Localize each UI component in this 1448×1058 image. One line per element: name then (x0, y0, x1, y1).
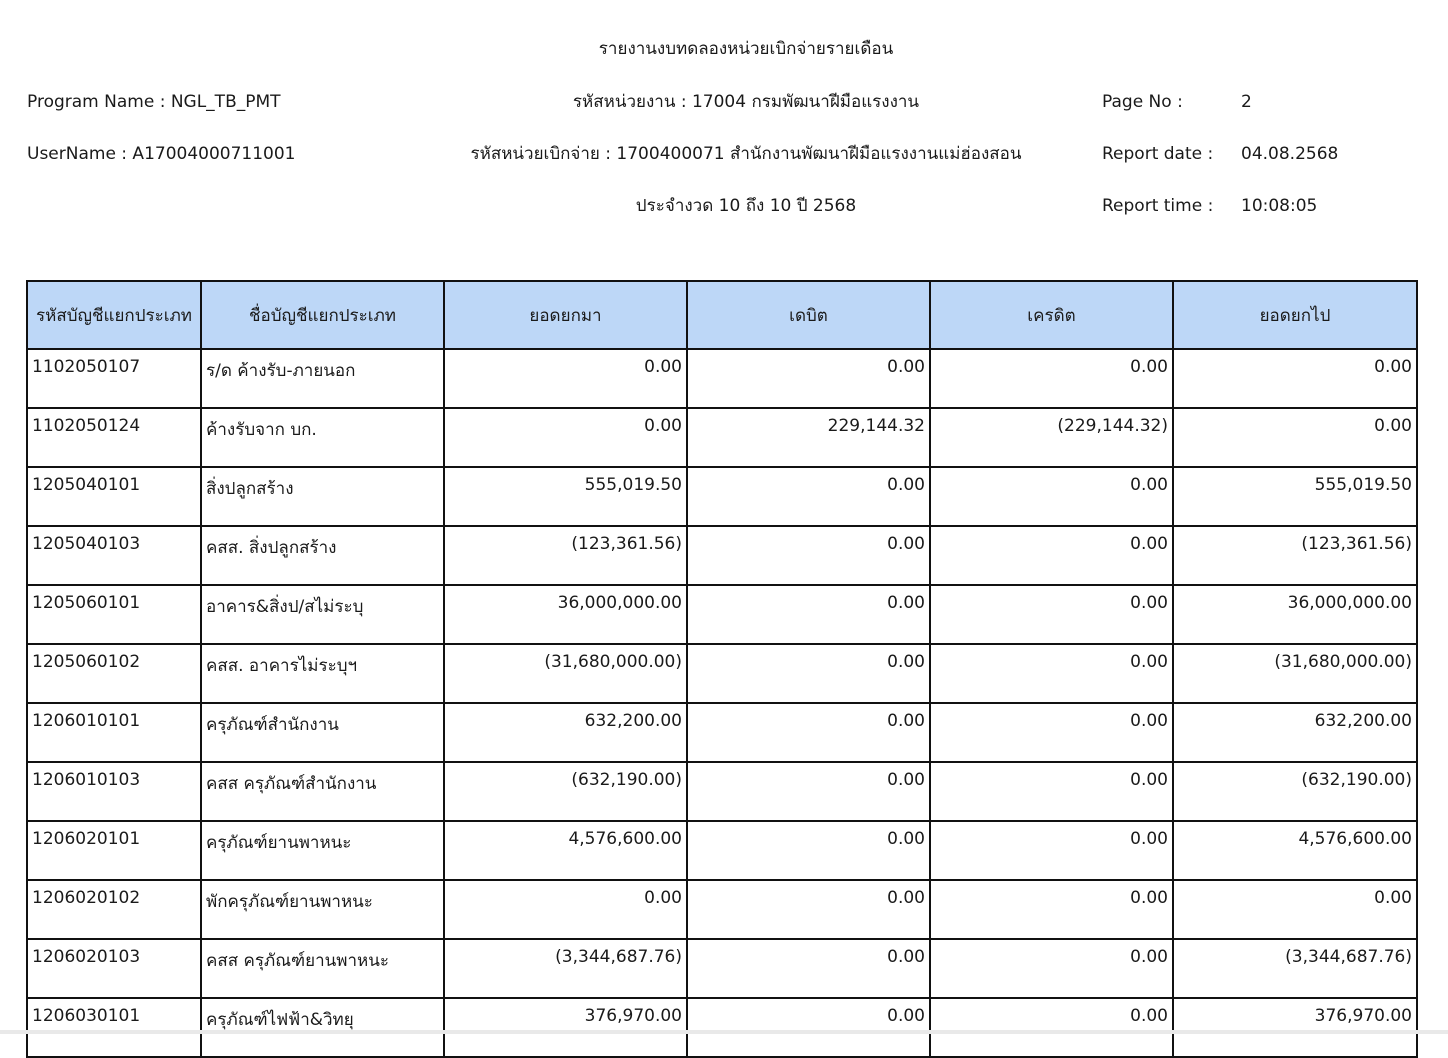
opening-balance-cell: 376,970.00 (444, 998, 687, 1057)
table-row (27, 762, 1417, 821)
table-row (27, 880, 1417, 939)
report-time-value: 10:08:05 (1241, 196, 1318, 216)
account-code-cell: 1205040103 (27, 526, 201, 585)
closing-balance-cell: (632,190.00) (1173, 762, 1417, 821)
closing-balance-cell: 0.00 (1173, 408, 1417, 467)
table-row (27, 998, 1417, 1057)
account-name-cell: คสส ครุภัณฑ์สำนักงาน (201, 762, 444, 821)
table-row (27, 526, 1417, 585)
agency-code: รหัสหน่วยงาน : 17004 กรมพัฒนาฝีมือแรงงาน (572, 92, 920, 112)
opening-balance-cell: 4,576,600.00 (444, 821, 687, 880)
credit-cell: 0.00 (930, 998, 1173, 1057)
credit-cell: 0.00 (930, 349, 1173, 408)
debit-cell: 0.00 (687, 703, 930, 762)
closing-balance-cell: 0.00 (1173, 880, 1417, 939)
table-row (27, 703, 1417, 762)
account-code-cell: 1206030101 (27, 998, 201, 1057)
table-row (27, 644, 1417, 703)
debit-cell: 0.00 (687, 644, 930, 703)
username: UserName : A17004000711001 (27, 144, 296, 164)
column-header-closing-balance: ยอดยกไป (1173, 281, 1417, 349)
closing-balance-cell: (31,680,000.00) (1173, 644, 1417, 703)
report-date-value: 04.08.2568 (1241, 144, 1339, 164)
table-header-row (27, 281, 1417, 349)
debit-cell: 229,144.32 (687, 408, 930, 467)
debit-cell: 0.00 (687, 821, 930, 880)
credit-cell: 0.00 (930, 526, 1173, 585)
closing-balance-cell: 36,000,000.00 (1173, 585, 1417, 644)
account-name-cell: ครุภัณฑ์ยานพาหนะ (201, 821, 444, 880)
column-header-credit: เครดิต (930, 281, 1173, 349)
report-time-label: Report time : (1102, 196, 1214, 216)
trial-balance-table (26, 280, 1418, 1058)
account-name-cell: คสส ครุภัณฑ์ยานพาหนะ (201, 939, 444, 998)
column-header-opening-balance: ยอดยกมา (444, 281, 687, 349)
account-name-cell: คสส. สิ่งปลูกสร้าง (201, 526, 444, 585)
opening-balance-cell: 36,000,000.00 (444, 585, 687, 644)
opening-balance-cell: (123,361.56) (444, 526, 687, 585)
table-row (27, 585, 1417, 644)
credit-cell: 0.00 (930, 821, 1173, 880)
closing-balance-cell: 0.00 (1173, 349, 1417, 408)
opening-balance-cell: 0.00 (444, 880, 687, 939)
opening-balance-cell: 632,200.00 (444, 703, 687, 762)
account-code-cell: 1205060102 (27, 644, 201, 703)
account-code-cell: 1206020103 (27, 939, 201, 998)
account-code-cell: 1206010101 (27, 703, 201, 762)
page-no-label: Page No : (1102, 92, 1183, 112)
page-bottom-edge (0, 1030, 1448, 1034)
credit-cell: 0.00 (930, 467, 1173, 526)
debit-cell: 0.00 (687, 880, 930, 939)
program-name: Program Name : NGL_TB_PMT (27, 92, 281, 112)
closing-balance-cell: 555,019.50 (1173, 467, 1417, 526)
debit-cell: 0.00 (687, 585, 930, 644)
account-name-cell: อาคาร&สิ่งป/สไม่ระบุ (201, 585, 444, 644)
credit-cell: (229,144.32) (930, 408, 1173, 467)
table-row (27, 408, 1417, 467)
debit-cell: 0.00 (687, 998, 930, 1057)
credit-cell: 0.00 (930, 703, 1173, 762)
page-no-value: 2 (1241, 92, 1252, 112)
account-code-cell: 1205040101 (27, 467, 201, 526)
account-code-cell: 1206010103 (27, 762, 201, 821)
closing-balance-cell: 4,576,600.00 (1173, 821, 1417, 880)
opening-balance-cell: 0.00 (444, 349, 687, 408)
account-name-cell: ครุภัณฑ์สำนักงาน (201, 703, 444, 762)
account-name-cell: พักครุภัณฑ์ยานพาหนะ (201, 880, 444, 939)
debit-cell: 0.00 (687, 349, 930, 408)
credit-cell: 0.00 (930, 762, 1173, 821)
opening-balance-cell: (31,680,000.00) (444, 644, 687, 703)
account-code-cell: 1102050107 (27, 349, 201, 408)
account-name-cell: ค้างรับจาก บก. (201, 408, 444, 467)
account-name-cell: ร/ด ค้างรับ-ภายนอก (201, 349, 444, 408)
disbursing-unit-code: รหัสหน่วยเบิกจ่าย : 1700400071 สำนักงานพัฒนาฝีมือแรงงานแม่ฮ่องสอน (470, 144, 1022, 164)
credit-cell: 0.00 (930, 880, 1173, 939)
closing-balance-cell: (3,344,687.76) (1173, 939, 1417, 998)
account-name-cell: ครุภัณฑ์ไฟฟ้า&วิทยุ (201, 998, 444, 1057)
report-period: ประจำงวด 10 ถึง 10 ปี 2568 (635, 196, 857, 216)
opening-balance-cell: (3,344,687.76) (444, 939, 687, 998)
opening-balance-cell: 0.00 (444, 408, 687, 467)
debit-cell: 0.00 (687, 939, 930, 998)
account-name-cell: สิ่งปลูกสร้าง (201, 467, 444, 526)
closing-balance-cell: 376,970.00 (1173, 998, 1417, 1057)
closing-balance-cell: 632,200.00 (1173, 703, 1417, 762)
table-row (27, 821, 1417, 880)
credit-cell: 0.00 (930, 644, 1173, 703)
opening-balance-cell: (632,190.00) (444, 762, 687, 821)
closing-balance-cell: (123,361.56) (1173, 526, 1417, 585)
credit-cell: 0.00 (930, 585, 1173, 644)
report-date-label: Report date : (1102, 144, 1214, 164)
debit-cell: 0.00 (687, 526, 930, 585)
debit-cell: 0.00 (687, 762, 930, 821)
account-name-cell: คสส. อาคารไม่ระบุฯ (201, 644, 444, 703)
table-row (27, 467, 1417, 526)
account-code-cell: 1206020101 (27, 821, 201, 880)
column-header-debit: เดบิต (687, 281, 930, 349)
account-code-cell: 1205060101 (27, 585, 201, 644)
credit-cell: 0.00 (930, 939, 1173, 998)
column-header-account-name: ชื่อบัญชีแยกประเภท (201, 281, 444, 349)
table-row (27, 349, 1417, 408)
report-title: รายงานงบทดลองหน่วยเบิกจ่ายรายเดือน (598, 39, 894, 59)
column-header-account-code: รหัสบัญชีแยกประเภท (27, 281, 201, 349)
debit-cell: 0.00 (687, 467, 930, 526)
table-row (27, 939, 1417, 998)
opening-balance-cell: 555,019.50 (444, 467, 687, 526)
account-code-cell: 1102050124 (27, 408, 201, 467)
account-code-cell: 1206020102 (27, 880, 201, 939)
